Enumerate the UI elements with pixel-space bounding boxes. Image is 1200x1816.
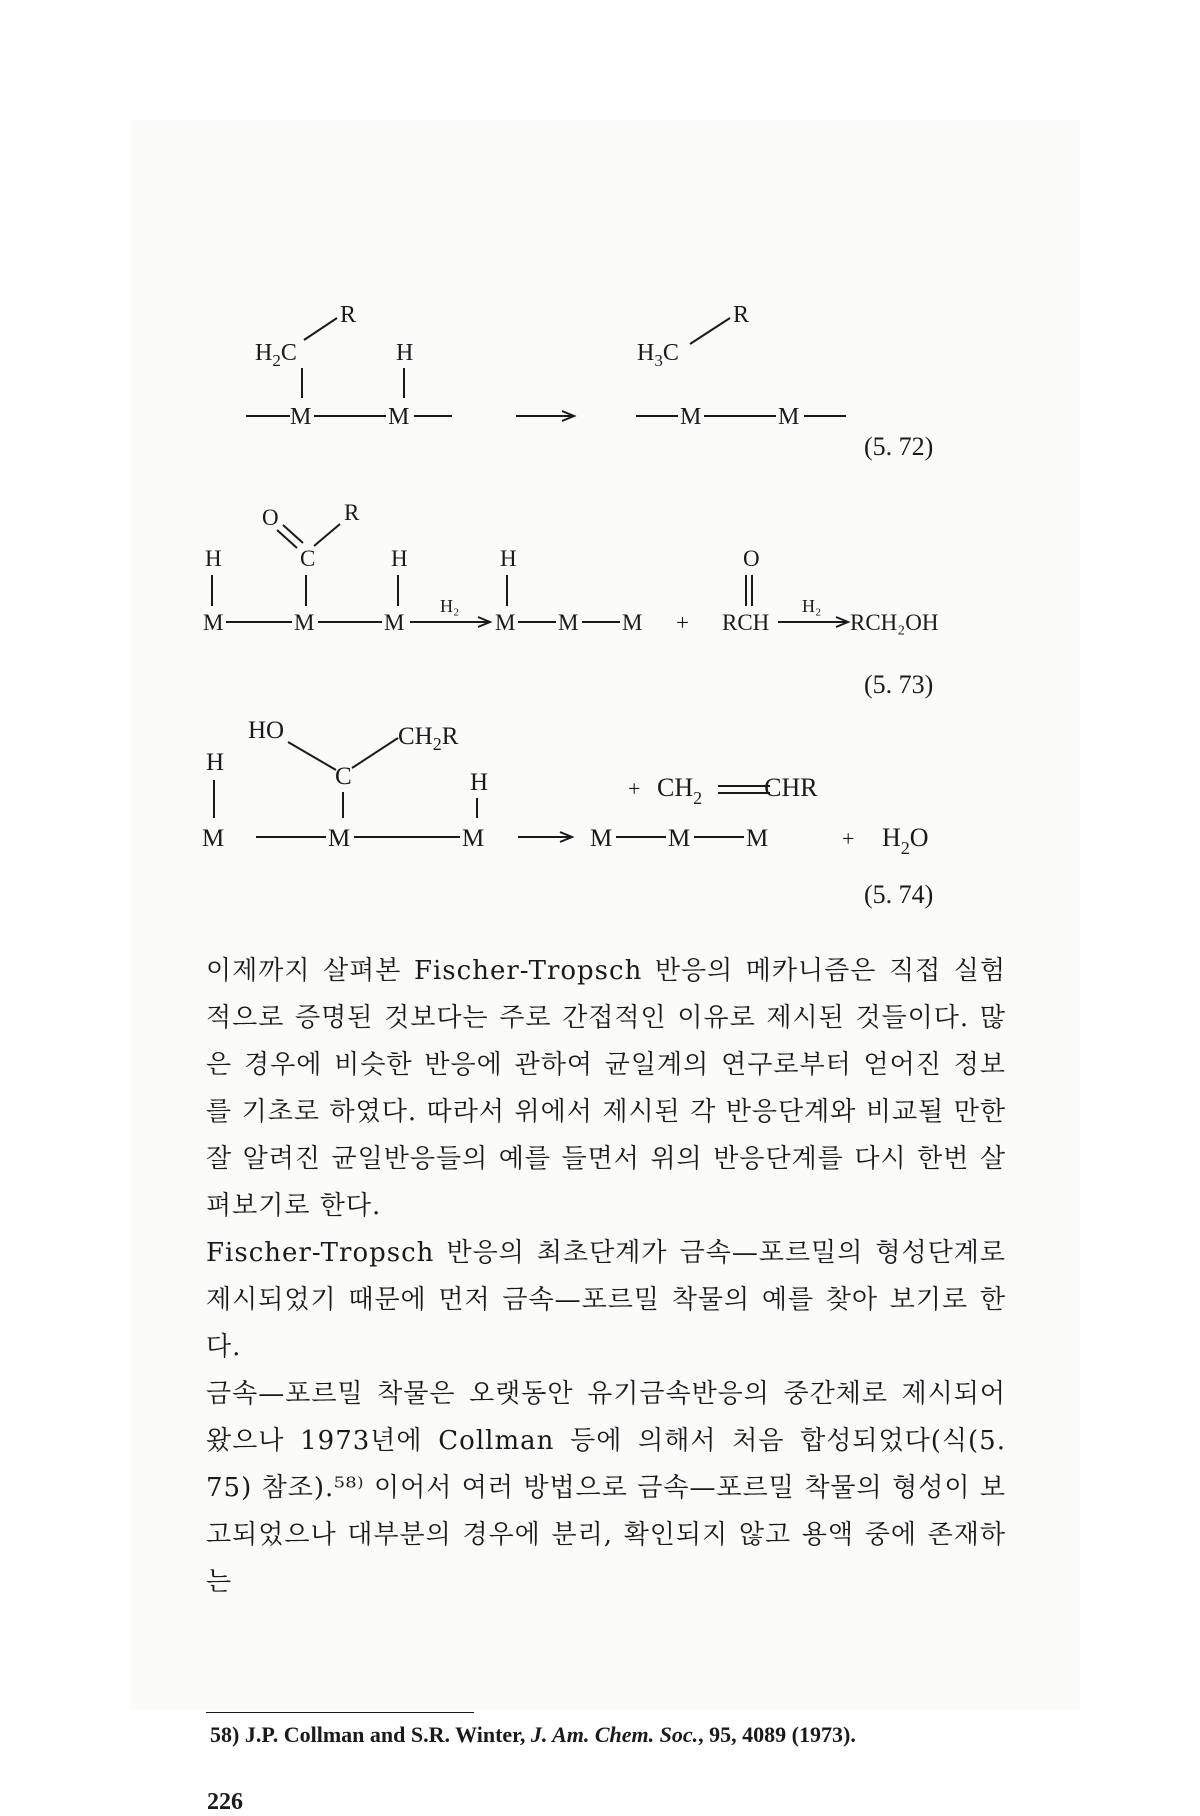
- equation-number-5-73: (5. 73): [864, 670, 934, 699]
- eq73-arrow2-label: H₂: [802, 596, 822, 616]
- footnote-lead: 58) J.P. Collman and S.R. Winter,: [210, 1722, 526, 1747]
- eq74-bond-c-ch2r: [352, 738, 398, 768]
- footnote-rule: [206, 1712, 474, 1713]
- eq73-h2: H: [391, 546, 408, 571]
- eq73-product-m1: M: [495, 610, 516, 635]
- eq72-left-r: R: [340, 302, 357, 328]
- eq74-plus1: +: [628, 776, 641, 801]
- eq74-plus2: +: [842, 826, 855, 851]
- eq74-c: C: [335, 763, 352, 790]
- eq73-aldehyde: RCH: [722, 610, 770, 635]
- eq72-right-m2: M: [778, 404, 800, 430]
- eq72-left-h: H: [396, 340, 414, 366]
- eq74-m3: M: [462, 825, 485, 852]
- eq73-o: O: [262, 505, 279, 530]
- eq73-product-m2: M: [558, 610, 579, 635]
- eq74-h2: H: [470, 769, 489, 796]
- eq73-arrow-label: H₂: [440, 596, 460, 616]
- equation-number-5-74: (5. 74): [864, 880, 934, 909]
- footnote: [210, 1722, 1010, 1748]
- eq73-m1: M: [203, 610, 224, 635]
- body-text: [206, 948, 1006, 1606]
- eq74-product-m1: M: [590, 825, 613, 852]
- eq74-water: $H_2O$: [882, 823, 929, 858]
- paragraph-2: Fischer-Tropsch 반응의 최초단계가 금속—포르밀의 형성단계로 제시되었기 때문에 먼저 금속—포르밀 착물의 예를 찾아 보기로 한다.: [206, 1238, 1006, 1362]
- eq72-left-m1: M: [290, 404, 312, 430]
- eq74-alkene: $CH_2$ CHR: [657, 773, 818, 808]
- eq72-right-r: R: [733, 302, 750, 328]
- footnote-journal: J. Am. Chem. Soc.: [530, 1722, 699, 1747]
- paragraph-1: 이제까지 살펴본 Fischer-Tropsch 반응의 메카니즘은 직접 실험적으로 증명된 것보다는 주로 간접적인 이유로 제시된 것들이다. 많은 경우에 비슷한 반응에 관하여 균일계의 연구로부터 얻어진 정보를 기초로 하였다. 따라서 위에서 제시된 각 반응단계와 비교될 만한 잘 알려진 균일반응들의 예를 들면서 위의 반응단계를 다시 한번 살펴보기로 한다.: [206, 956, 1006, 1221]
- eq74-m2: M: [328, 825, 351, 852]
- eq73-h1: H: [205, 546, 222, 571]
- eq73-alcohol: RCH₂OH: [850, 610, 939, 635]
- eq73-h3: H: [500, 546, 517, 571]
- eq74-product-m2: M: [668, 825, 691, 852]
- page-number: 226: [207, 1789, 243, 1815]
- eq74-product-m3: M: [746, 825, 769, 852]
- eq73-r: R: [344, 500, 360, 525]
- eq74-ho: HO: [248, 717, 285, 744]
- eq72-left-ch2: $H_2C$: [255, 340, 297, 370]
- eq73-aldehyde-o: O: [743, 546, 760, 571]
- footnote-tail: , 95, 4089 (1973).: [698, 1722, 856, 1747]
- eq73-plus: +: [676, 610, 689, 635]
- equation-number-5-72: (5. 72): [864, 432, 934, 461]
- eq73-m3: M: [384, 610, 405, 635]
- eq74-h1: H: [206, 749, 225, 776]
- eq74-ch2r: $CH_2R$: [398, 723, 459, 754]
- eq72-right-h3c: $H_3C$: [637, 340, 679, 370]
- equation-5-74: [0, 0, 1200, 900]
- eq72-left-m2: M: [388, 404, 410, 430]
- eq73-c: C: [300, 546, 316, 571]
- eq74-bond-ho-c: [288, 742, 336, 770]
- eq74-m1: M: [202, 825, 225, 852]
- eq73-m2: M: [294, 610, 315, 635]
- paragraph-3: 금속—포르밀 착물은 오랫동안 유기금속반응의 중간체로 제시되어 왔으나 1973년에 Collman 등에 의해서 처음 합성되었다(식(5. 75) 참조).⁵⁸⁾ 이어서 여러 방법으로 금속—포르밀 착물의 형성이 보고되었으나 대부분의 경우에 분리, 확인되지 않고 용액 중에 존재하는: [206, 1379, 1006, 1597]
- eq73-product-m3: M: [622, 610, 643, 635]
- eq72-right-m1: M: [680, 404, 702, 430]
